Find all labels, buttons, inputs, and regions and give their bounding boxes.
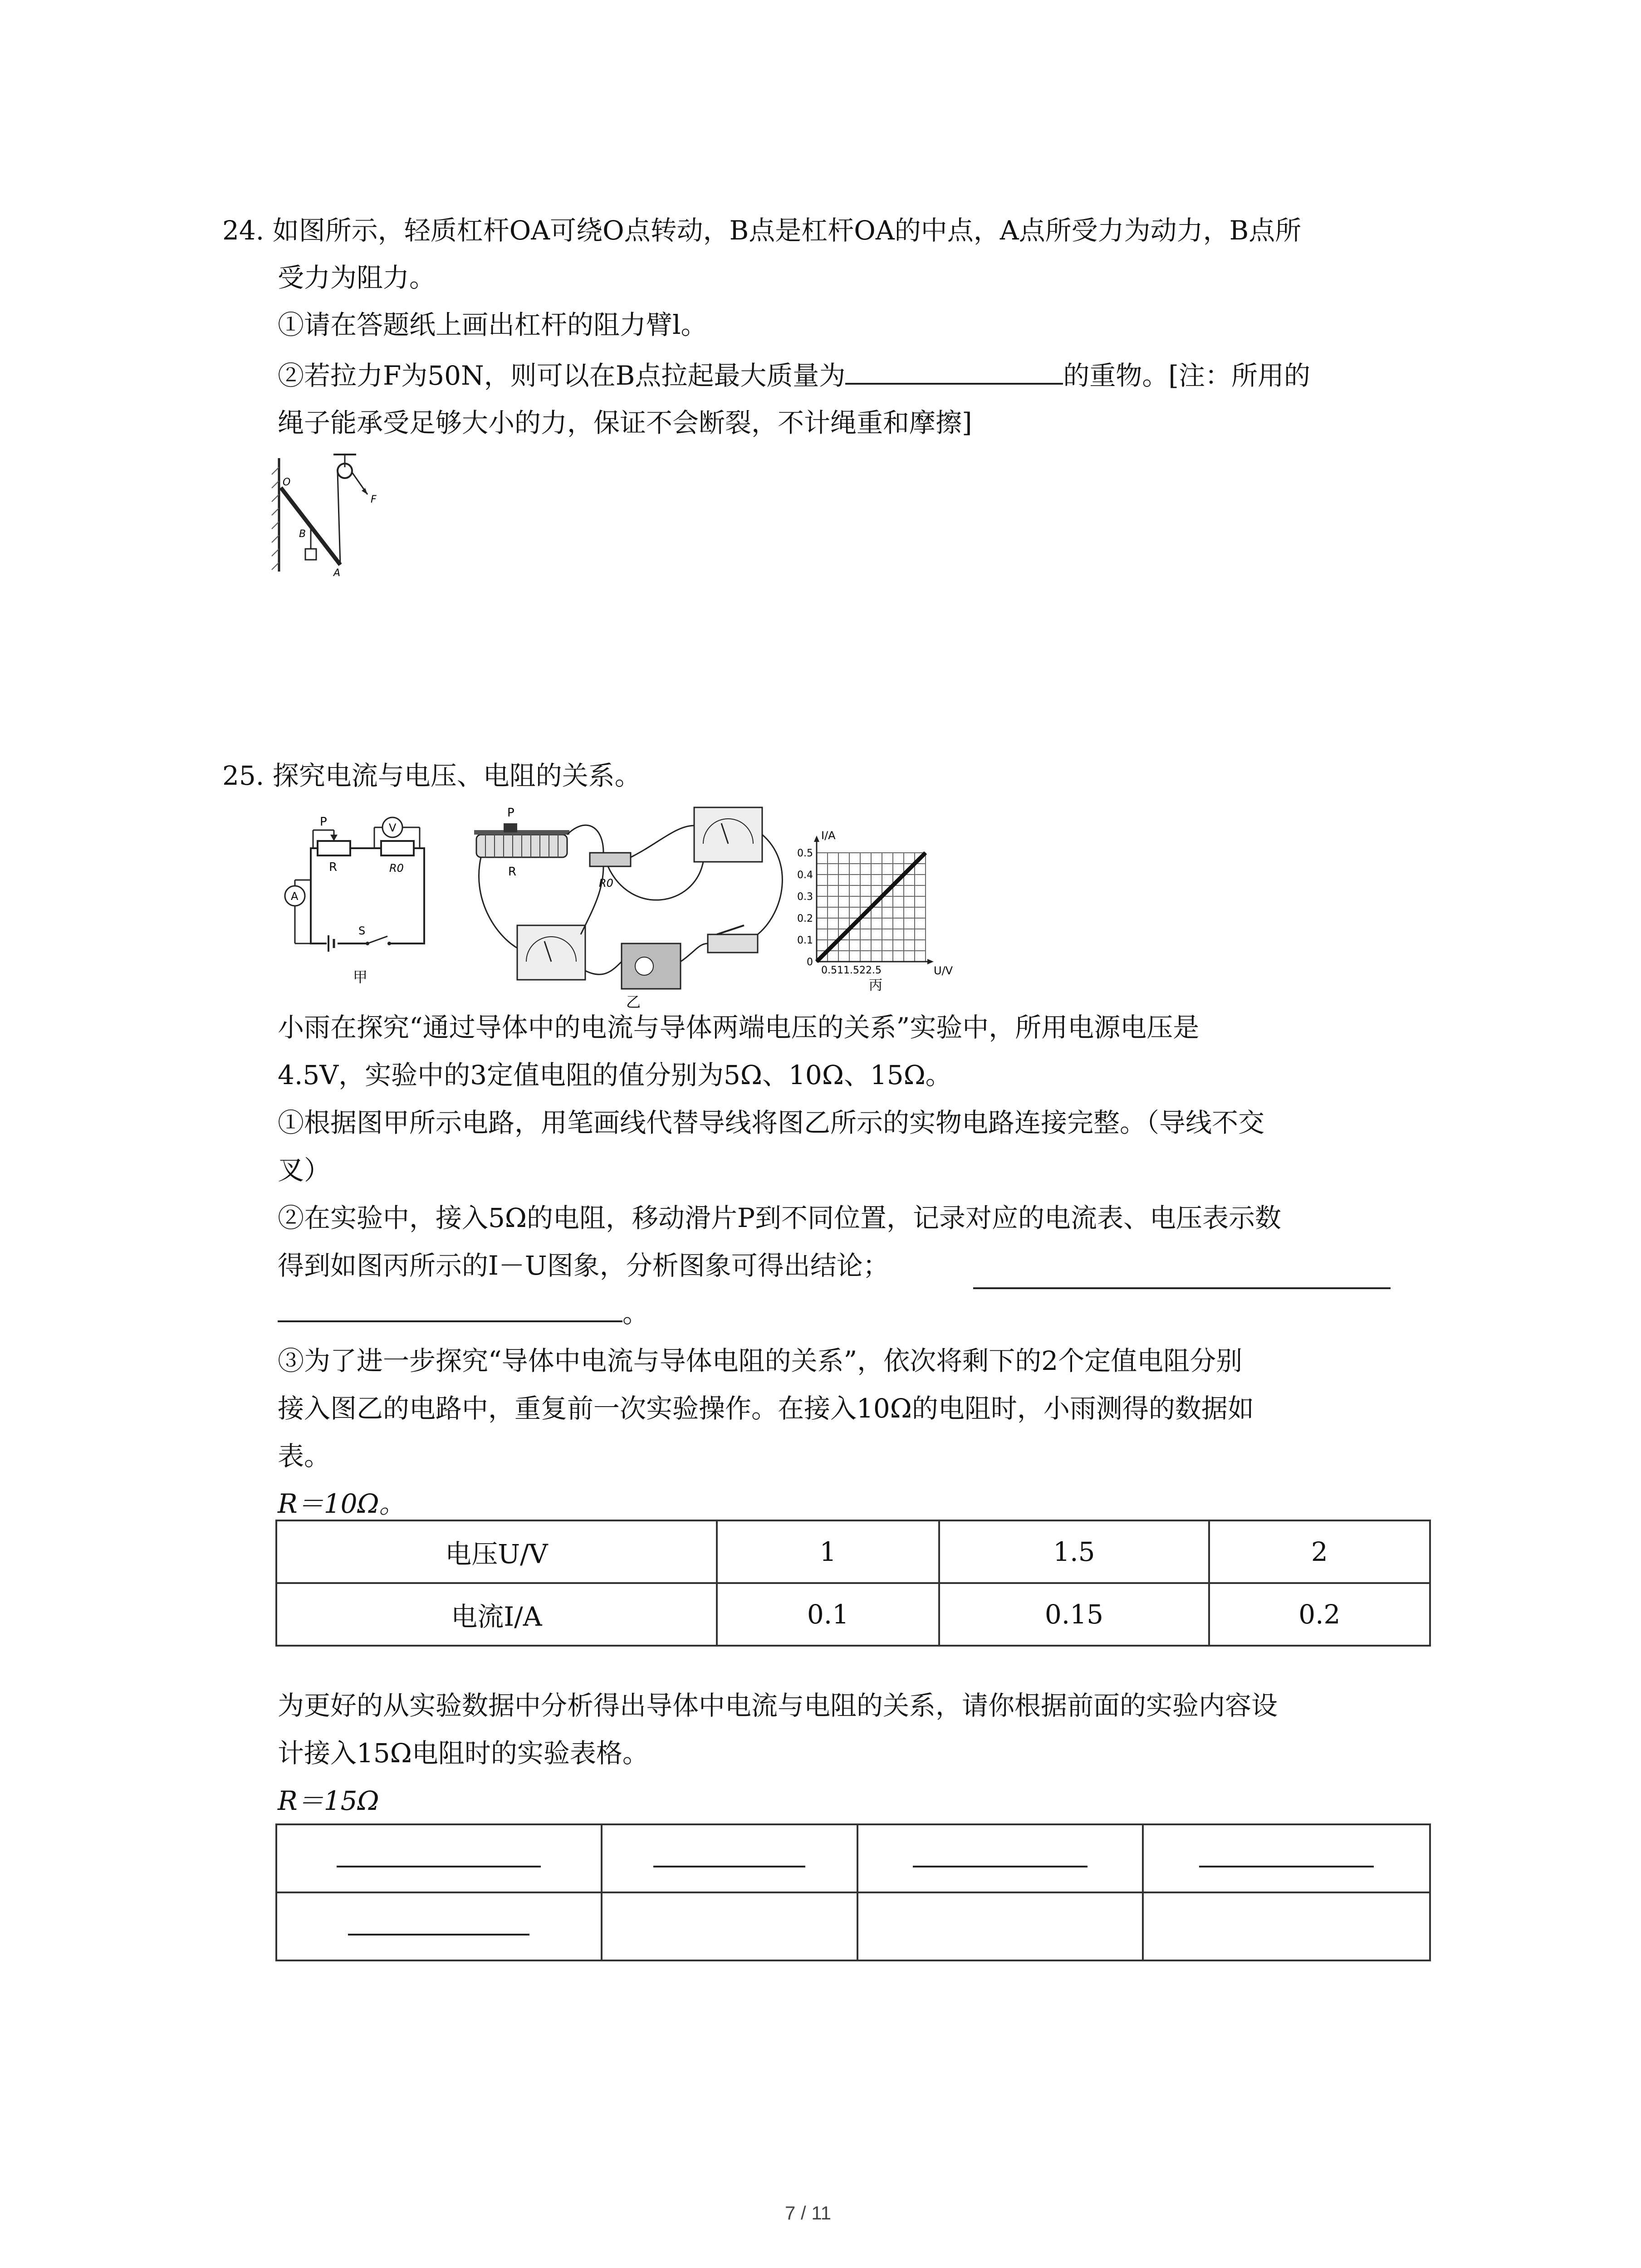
x-tick-labels: 0.511.522.5 [821, 965, 882, 976]
table-row [276, 1583, 1430, 1646]
iu-graph-bing [776, 826, 985, 993]
q25-item2-line3 [278, 1295, 649, 1331]
r10-label: R＝10Ω。 [278, 1488, 406, 1519]
q25-p3: 为更好的从实验数据中分析得出导体中电流与电阻的关系，请你根据前面的实验内容设 [278, 1690, 1278, 1721]
page-number: 7 / 11 [785, 2202, 831, 2224]
circuit-diagram-jia [277, 807, 440, 989]
table-blank[interactable] [348, 1911, 529, 1936]
q24-stem: 如图所示，轻质杠杆OA可绕O点转动，B点是杠杆OA的中点，A点所受力为动力，B点所 [272, 215, 1302, 246]
y-axis-label: I/A [821, 829, 836, 842]
q24-item2-line2: 绳子能承受足够大小的力，保证不会断裂，不计绳重和摩擦] [278, 407, 972, 438]
q25-title-text: 探究电流与电压、电阻的关系。 [272, 760, 641, 791]
label-F: F [371, 494, 377, 505]
table-cell [1143, 1824, 1430, 1892]
q24-item1: ①请在答题纸上画出杠杆的阻力臂l。 [278, 309, 707, 340]
voltmeter-icon: V [389, 821, 397, 834]
r15-label: R＝15Ω [278, 1785, 379, 1816]
q24-line2: 受力为阻力。 [278, 262, 436, 293]
table-header-current: 电流I/A [276, 1583, 717, 1646]
label-S: S [358, 924, 366, 937]
y-tick-label: 0.1 [797, 935, 813, 946]
data-table-10ohm [275, 1520, 1431, 1647]
table-row [276, 1520, 1430, 1583]
y-tick-label: 0.5 [797, 848, 813, 859]
q24-line1 [222, 212, 1301, 249]
q25-item3-line3: 表。 [278, 1441, 331, 1471]
label-R0: R0 [389, 862, 404, 875]
table-cell[interactable] [857, 1892, 1143, 1960]
label-yi-P: P [507, 806, 514, 820]
table-row [276, 1824, 1430, 1892]
table-cell: 1 [717, 1520, 939, 1583]
table-blank[interactable] [1199, 1843, 1374, 1867]
table-cell[interactable] [1143, 1892, 1430, 1960]
table-cell [276, 1824, 602, 1892]
q25-title [222, 758, 641, 794]
q24-item2 [278, 357, 1310, 394]
conclusion-blank-2[interactable] [278, 1298, 622, 1322]
label-P: P [320, 815, 327, 829]
table-blank[interactable] [337, 1843, 541, 1867]
q25-item3: ③为了进一步探究“导体中电流与导体电阻的关系”，依次将剩下的2个定值电阻分别 [278, 1345, 1243, 1376]
q25-p3-line2: 计接入15Ω电阻时的实验表格。 [278, 1738, 649, 1769]
lever-figure [265, 449, 383, 581]
q25-number: 25. [222, 760, 265, 791]
y-tick-label: 0.3 [797, 891, 813, 903]
table-cell: 2 [1209, 1520, 1430, 1583]
table-cell: 0.1 [717, 1583, 939, 1646]
caption-yi: 乙 [626, 993, 641, 1011]
design-table-15ohm [275, 1823, 1431, 1961]
q24-item2-text: ②若拉力F为50N，则可以在B点拉起最大质量为 [278, 360, 846, 391]
label-O: O [283, 477, 291, 488]
table-cell: 0.2 [1209, 1583, 1430, 1646]
table-cell: 0.15 [939, 1583, 1209, 1646]
table-blank[interactable] [913, 1843, 1087, 1867]
table-header-voltage: 电压U/V [276, 1520, 717, 1583]
answer-blank[interactable] [845, 360, 1063, 385]
label-A: A [333, 567, 341, 579]
table-cell[interactable] [602, 1892, 857, 1960]
table-cell: 1.5 [939, 1520, 1209, 1583]
q25-p2: 4.5V，实验中的3定值电阻的值分别为5Ω、10Ω、15Ω。 [278, 1060, 952, 1090]
q24-number: 24. [222, 215, 265, 246]
q25-item2: ②在实验中，接入5Ω的电阻，移动滑片P到不同位置，记录对应的电流表、电压表示数 [278, 1202, 1282, 1233]
table-cell [276, 1892, 602, 1960]
caption-bing: 丙 [869, 978, 882, 993]
q25-item2-period: 。 [622, 1298, 649, 1329]
table-row [276, 1892, 1430, 1960]
y-tick-label: 0.2 [797, 913, 813, 924]
q25-p1: 小雨在探究“通过导体中的电流与导体两端电压的关系”实验中，所用电源电压是 [278, 1012, 1200, 1043]
y-tick-label: 0.4 [797, 870, 813, 881]
label-R: R [329, 860, 338, 874]
q25-item1: ①根据图甲所示电路，用笔画线代替导线将图乙所示的实物电路连接完整。（导线不交 [278, 1107, 1265, 1138]
label-B: B [299, 528, 306, 540]
ammeter-icon: A [291, 890, 299, 903]
q24-item2-tail: 的重物。[注：所用的 [1063, 360, 1311, 391]
apparatus-figure-yi [467, 798, 803, 1012]
conclusion-blank-1[interactable] [973, 1265, 1391, 1289]
table-cell [602, 1824, 857, 1892]
label-yi-R: R [508, 865, 517, 879]
label-yi-R0: R0 [599, 877, 613, 890]
x-axis-label: U/V [934, 964, 953, 977]
caption-jia: 甲 [353, 968, 368, 986]
q25-item1-line2: 叉） [278, 1155, 331, 1186]
table-cell [857, 1824, 1143, 1892]
q25-item2-line2 [278, 1247, 889, 1284]
q25-item3-line2: 接入图乙的电路中，重复前一次实验操作。在接入10Ω的电阻时，小雨测得的数据如 [278, 1393, 1254, 1424]
table-blank[interactable] [653, 1843, 805, 1867]
q25-item2-text: 得到如图丙所示的I－U图象，分析图象可得出结论； [278, 1250, 889, 1281]
y-tick-label: 0 [807, 957, 813, 968]
